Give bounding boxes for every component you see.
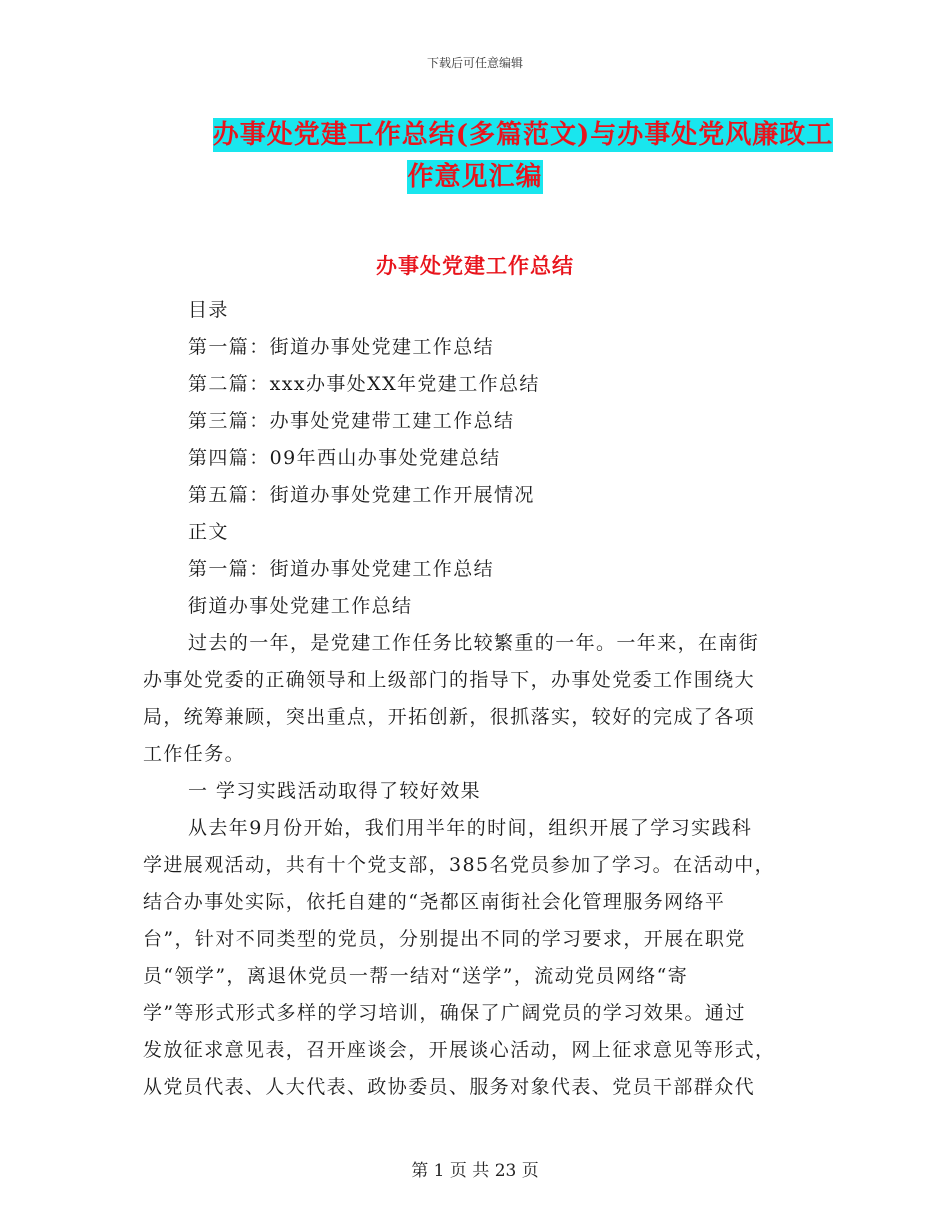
toc-item: 第三篇：办事处党建带工建工作总结 bbox=[188, 410, 515, 432]
document-title-line-2: 作意见汇编 bbox=[407, 162, 543, 192]
paragraph-line: 从党员代表、人大代表、政协委员、服务对象代表、党员干部群众代 bbox=[143, 1076, 756, 1098]
toc-item: 第五篇：街道办事处党建工作开展情况 bbox=[188, 484, 535, 506]
paragraph-line: 结合办事处实际，依托自建的“尧都区南街社会化管理服务网络平 bbox=[143, 891, 726, 913]
article-subtitle: 街道办事处党建工作总结 bbox=[188, 595, 413, 617]
toc-item: 第四篇：09年西山办事处党建总结 bbox=[188, 447, 501, 469]
paragraph-line: 学”等形式形式多样的学习培训，确保了广阔党员的学习效果。通过 bbox=[143, 1002, 746, 1024]
page-number: 第 1 页 共 23 页 bbox=[411, 1161, 539, 1181]
body-heading: 正文 bbox=[188, 521, 229, 543]
section-heading: 一 学习实践活动取得了较好效果 bbox=[188, 780, 482, 802]
paragraph-line: 过去的一年，是党建工作任务比较繁重的一年。一年来，在南街 bbox=[188, 632, 760, 654]
paragraph-line: 从去年9月份开始，我们用半年的时间，组织开展了学习实践科 bbox=[188, 817, 753, 839]
paragraph-line: 台”，针对不同类型的党员，分别提出不同的学习要求，开展在职党 bbox=[143, 928, 746, 950]
toc-heading: 目录 bbox=[188, 299, 229, 321]
toc-item: 第二篇：xxx办事处XX年党建工作总结 bbox=[188, 373, 540, 395]
paragraph-line: 学进展观活动，共有十个党支部，385名党员参加了学习。在活动中， bbox=[143, 854, 776, 876]
section-title: 办事处党建工作总结 bbox=[376, 253, 574, 278]
document-title-line-1: 办事处党建工作总结(多篇范文)与办事处党风廉政工 bbox=[212, 120, 834, 150]
paragraph-line: 局，统筹兼顾，突出重点，开拓创新，很抓落实，较好的完成了各项 bbox=[143, 706, 756, 728]
article-title: 第一篇：街道办事处党建工作总结 bbox=[188, 558, 495, 580]
paragraph-line: 办事处党委的正确领导和上级部门的指导下，办事处党委工作围绕大 bbox=[143, 669, 756, 691]
toc-item: 第一篇：街道办事处党建工作总结 bbox=[188, 336, 495, 358]
paragraph-line: 发放征求意见表，召开座谈会，开展谈心活动，网上征求意见等形式， bbox=[143, 1039, 776, 1061]
paragraph-line: 工作任务。 bbox=[143, 743, 246, 765]
header-note: 下载后可任意编辑 bbox=[426, 56, 523, 70]
paragraph-line: 员“领学”，离退休党员一帮一结对“送学”，流动党员网络“寄 bbox=[143, 965, 689, 987]
